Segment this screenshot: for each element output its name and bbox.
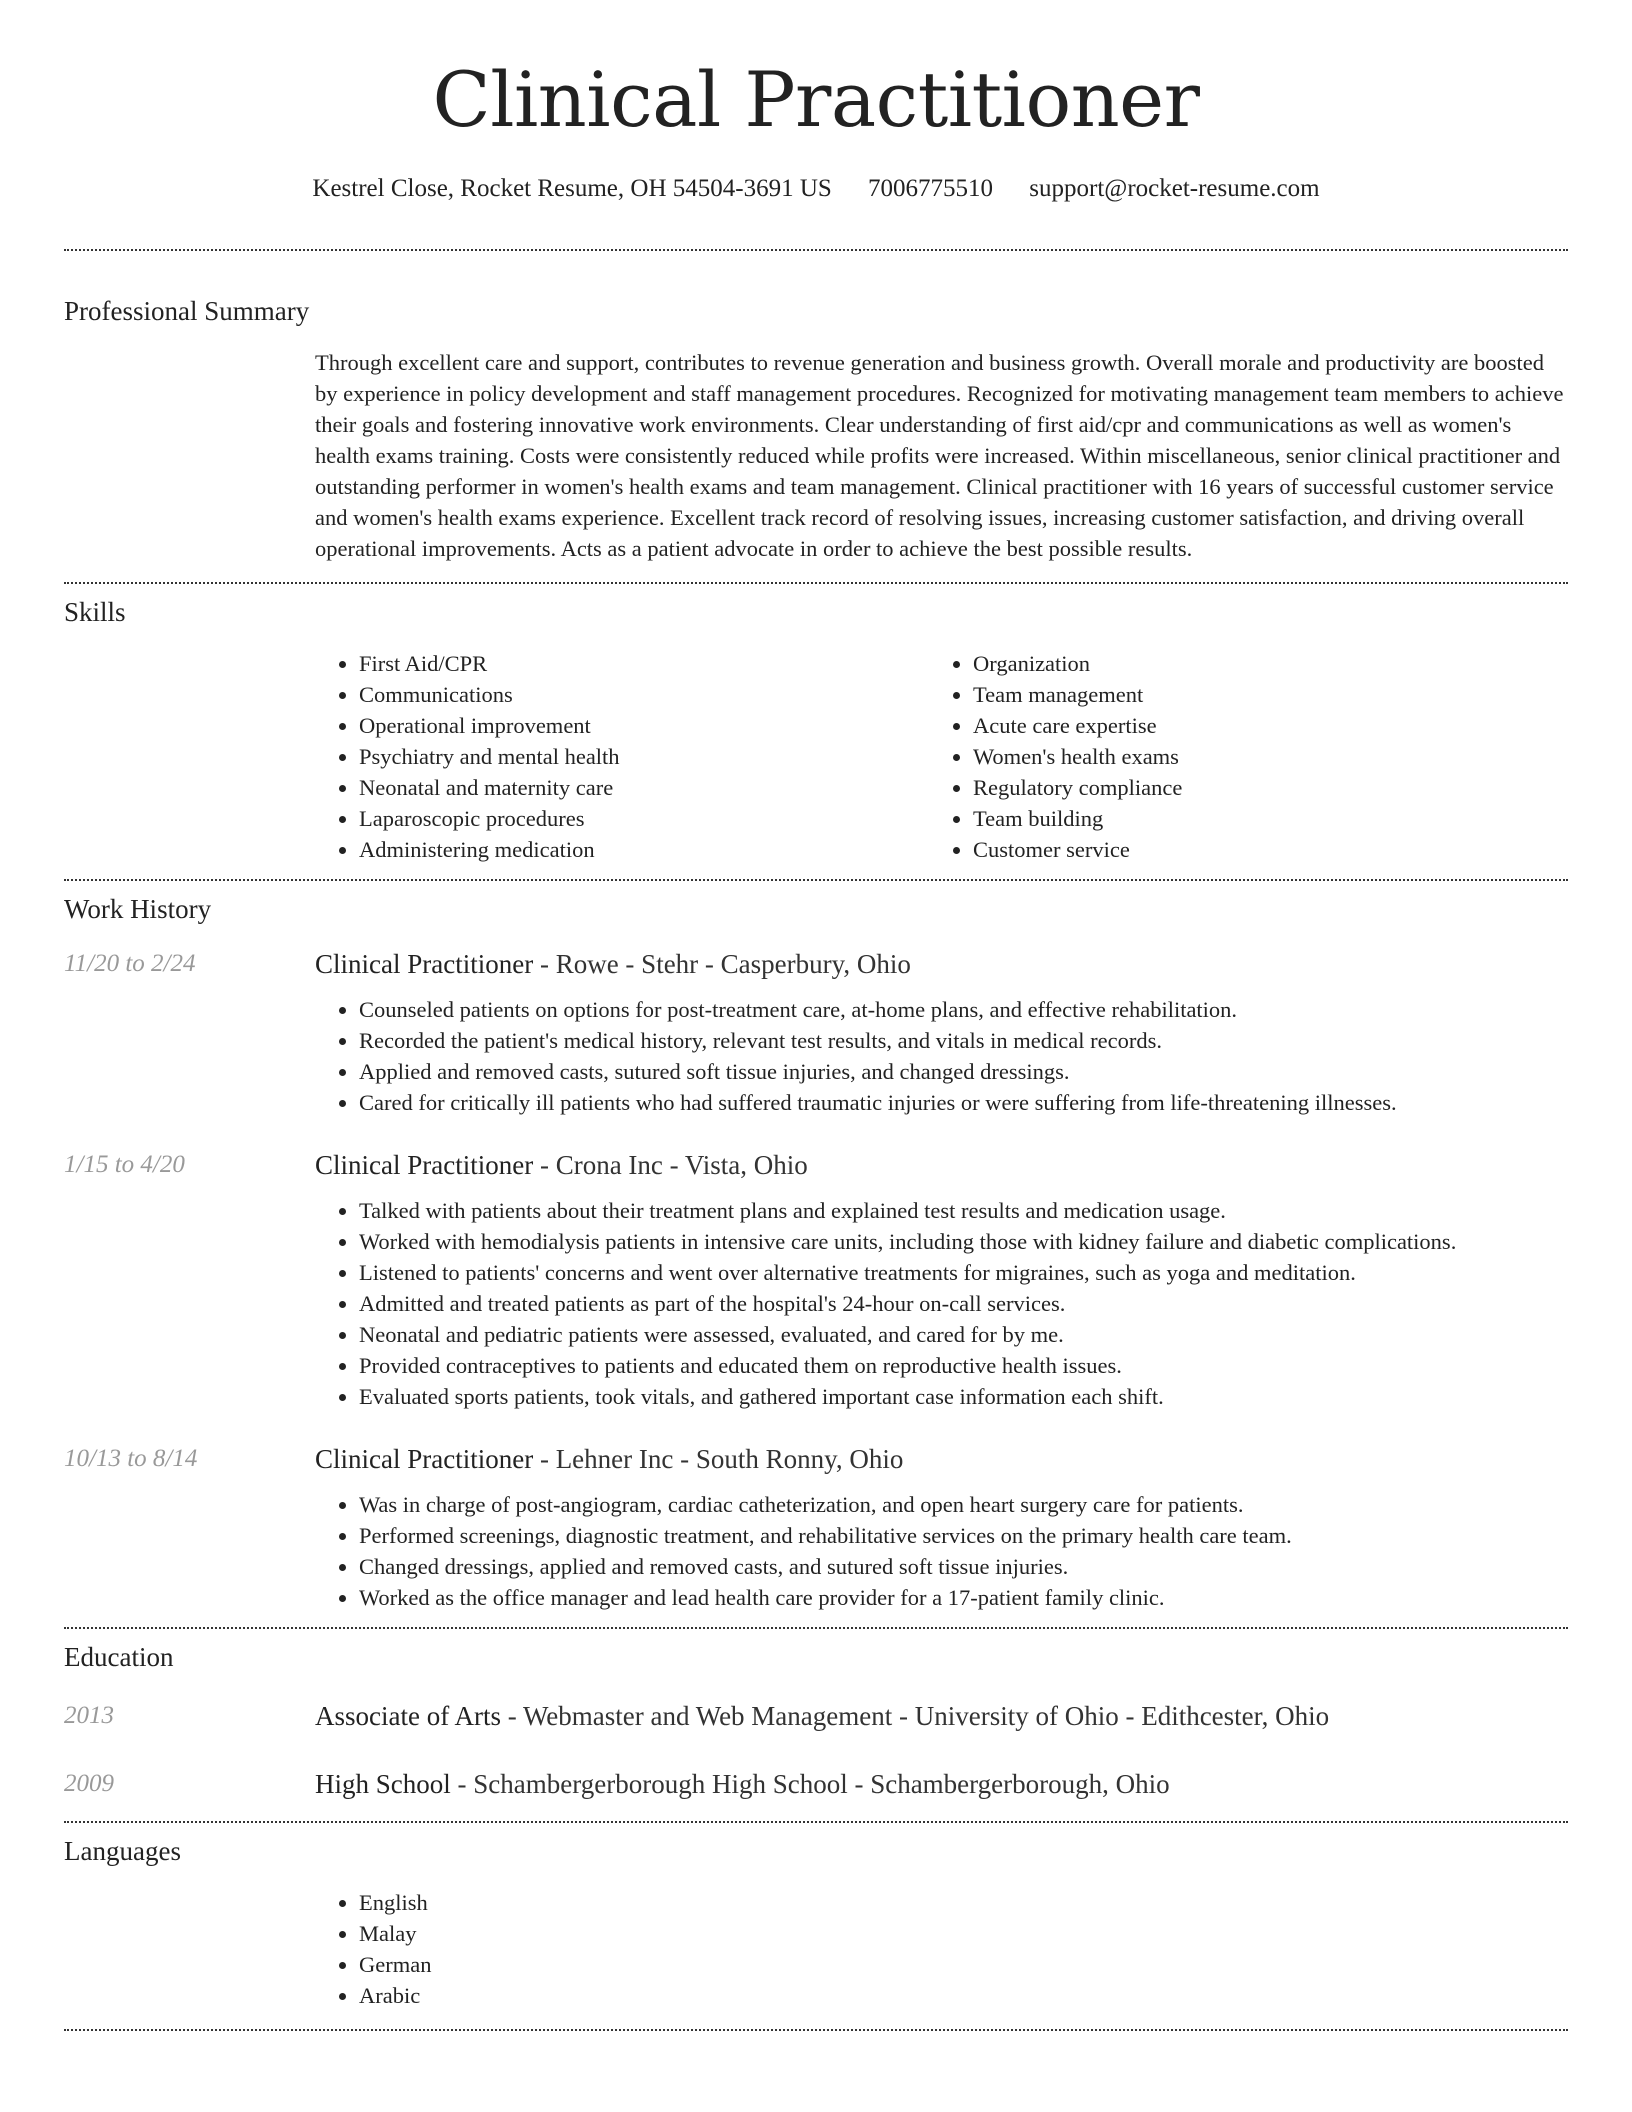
job-employer: - Lehner Inc - South Ronny, Ohio [533,1444,904,1474]
job-heading [315,947,911,981]
section-divider [64,249,1568,251]
job-title: Clinical Practitioner [315,1444,534,1474]
languages-heading: Languages [64,1836,181,1866]
skills-columns [315,648,1568,865]
skills-list-right [929,648,1543,865]
job-bullet: • Listened to patients' concerns and went over alternative treatments for migraines, such as yoga and meditation. [359,1257,1568,1288]
skill-item: • Psychiatry and mental health [359,741,929,772]
degree-details: - Schambergerborough High School - Schambergerborough, Ohio [450,1769,1170,1799]
section-divider [64,1627,1568,1629]
job-bullet: • Cared for critically ill patients who had suffered traumatic injuries or were suffering from life-threatening illnesses. [359,1087,1568,1118]
skill-item: • Laparoscopic procedures [359,803,929,834]
work-history-section [64,891,1568,1613]
job-bullets [315,1195,1568,1412]
job-heading [315,1148,808,1182]
job-bullet: • Was in charge of post-angiogram, cardiac catheterization, and open heart surgery care for patients. [359,1489,1568,1520]
resume-header [0,0,1632,206]
skills-heading: Skills [64,597,126,627]
section-divider [64,879,1568,881]
job-title: Clinical Practitioner [315,1150,534,1180]
work-history-heading: Work History [64,894,212,924]
degree-title: Associate of Arts [315,1701,501,1731]
skill-item: • Administering medication [359,834,929,865]
job-bullet: • Worked with hemodialysis patients in intensive care units, including those with kidney failure and diabetic complications. [359,1226,1568,1257]
job-bullet: • Admitted and treated patients as part of the hospital's 24-hour on-call services. [359,1288,1568,1319]
job-bullets [315,1489,1568,1613]
job-bullet: • Recorded the patient's medical history, relevant test results, and vitals in medical records. [359,1025,1568,1056]
job-entry [64,1148,1568,1412]
job-bullet: • Worked as the office manager and lead health care provider for a 17-patient family clinic. [359,1582,1568,1613]
contact-line [0,172,1632,206]
job-bullet: • Counseled patients on options for post-treatment care, at-home plans, and effective rehabilitation. [359,994,1568,1025]
summary-text: Through excellent care and support, contributes to revenue generation and business growth. Overall morale and productivity are boosted by experience in policy development and staff management procedures. Recognized for motivating management team members to achieve their goals and fostering innovative work environments. Clear understanding of first aid/cpr and communications as well as women's health exams training. Costs were consistently reduced while profits were increased. Within miscellaneous, senior clinical practitioner and outstanding performer in women's health exams and team management. Clinical practitioner with 16 years of successful customer service and women's health exams experience. Excellent track record of resolving issues, increasing customer satisfaction, and driving overall operational improvements. Acts as a patient advocate in order to achieve the best possible results. [315,350,1564,561]
language-item: • German [359,1949,1568,1980]
job-heading [315,1442,903,1476]
job-bullets [315,994,1568,1118]
contact-email: support@rocket-resume.com [1029,175,1320,202]
skill-item: • Neonatal and maternity care [359,772,929,803]
section-divider [64,582,1568,584]
education-heading-line [315,1767,1170,1801]
education-year: 2013 [64,1702,114,1729]
job-entry [64,1442,1568,1613]
job-dates: 10/13 to 8/14 [64,1445,198,1472]
education-entry [64,1699,1568,1733]
candidate-name: Clinical Practitioner [432,55,1200,144]
job-bullet: • Talked with patients about their treatment plans and explained test results and medication usage. [359,1195,1568,1226]
contact-address: Kestrel Close, Rocket Resume, OH 54504-3691 US [312,175,832,202]
skill-item: • Customer service [973,834,1543,865]
skill-item: • Operational improvement [359,710,929,741]
degree-details: - Webmaster and Web Management - University of Ohio - Edithcester, Ohio [500,1701,1330,1731]
education-heading: Education [64,1642,174,1672]
language-item: • English [359,1887,1568,1918]
job-employer: - Crona Inc - Vista, Ohio [533,1150,808,1180]
language-item: • Arabic [359,1980,1568,2011]
skill-item: • Organization [973,648,1543,679]
job-bullet: • Applied and removed casts, sutured soft tissue injuries, and changed dressings. [359,1056,1568,1087]
job-dates: 11/20 to 2/24 [64,950,196,977]
skill-item: • Communications [359,679,929,710]
skill-item: • Women's health exams [973,741,1543,772]
education-section [64,1639,1568,1801]
skill-item: • Regulatory compliance [973,772,1543,803]
education-year: 2009 [64,1770,114,1797]
skill-item: • Acute care expertise [973,710,1543,741]
language-item: • Malay [359,1918,1568,1949]
languages-list [315,1887,1568,2011]
job-dates: 1/15 to 4/20 [64,1151,185,1178]
job-entry [64,947,1568,1118]
skill-item: • Team management [973,679,1543,710]
education-entry [64,1767,1568,1801]
job-bullet: • Provided contraceptives to patients and educated them on reproductive health issues. [359,1350,1568,1381]
job-title: Clinical Practitioner [315,949,534,979]
degree-title: High School [315,1769,451,1799]
skills-list-left [315,648,929,865]
languages-section [64,1833,1568,2011]
job-bullet: • Changed dressings, applied and removed casts, and sutured soft tissue injuries. [359,1551,1568,1582]
skills-section [64,594,1568,865]
section-divider [64,1821,1568,1823]
job-bullet: • Performed screenings, diagnostic treatment, and rehabilitative services on the primary health care team. [359,1520,1568,1551]
skill-item: • Team building [973,803,1543,834]
job-bullet: • Evaluated sports patients, took vitals, and gathered important case information each shift. [359,1381,1568,1412]
job-bullet: • Neonatal and pediatric patients were assessed, evaluated, and cared for by me. [359,1319,1568,1350]
contact-phone: 7006775510 [868,175,994,202]
section-divider [64,2029,1568,2031]
job-employer: - Rowe - Stehr - Casperbury, Ohio [533,949,911,979]
summary-heading: Professional Summary [64,296,310,326]
summary-section [64,293,1568,564]
skill-item: • First Aid/CPR [359,648,929,679]
education-heading-line [315,1699,1329,1733]
